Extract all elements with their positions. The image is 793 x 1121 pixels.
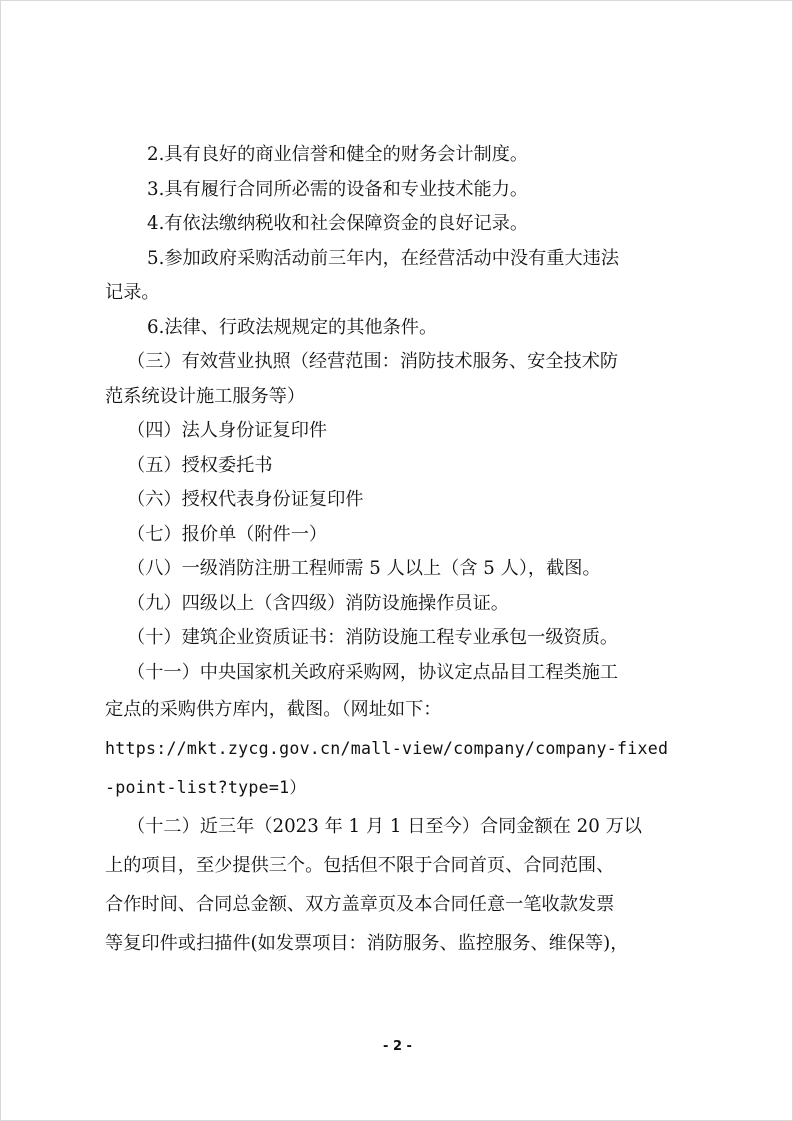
item-9-operator-certificate: （九）四级以上（含四级）消防设施操作员证。 bbox=[127, 592, 509, 614]
item-11-continued: 定点的采购供方库内，截图。（网址如下： bbox=[105, 699, 442, 720]
procurement-url[interactable]: https://mkt.zycg.gov.cn/mall-view/company/company-fixed bbox=[105, 739, 669, 758]
requirement-2: 2.具有良好的商业信誉和健全的财务会计制度。 bbox=[147, 144, 529, 165]
item-4-legal-rep-id: （四）法人身份证复印件 bbox=[127, 420, 328, 441]
item-12-contracts: （十二）近三年（2023 年 1 月 1 日至今）合同金额在 20 万以 bbox=[127, 816, 642, 837]
page-number: - 2 - bbox=[383, 1039, 412, 1054]
document-body bbox=[105, 138, 697, 963]
requirement-3: 3.具有履行合同所必需的设备和专业技术能力。 bbox=[147, 178, 529, 200]
item-3-continued: 范系统设计施工服务等） bbox=[105, 385, 306, 407]
item-8-fire-engineers: （八）一级消防注册工程师需 5 人以上（含 5 人），截图。 bbox=[127, 558, 601, 579]
item-3-business-license: （三）有效营业执照（经营范围：消防技术服务、安全技术防 bbox=[127, 351, 619, 372]
item-12-continued-1: 上的项目，至少提供三个。包括但不限于合同首页、合同范围、 bbox=[105, 855, 615, 876]
item-5-authorization-letter: （五）授权委托书 bbox=[127, 454, 273, 476]
item-7-quotation: （七）报价单（附件一） bbox=[127, 523, 328, 545]
requirement-5: 5.参加政府采购活动前三年内，在经营活动中没有重大违法 bbox=[147, 247, 620, 269]
requirement-6: 6.法律、行政法规规定的其他条件。 bbox=[147, 316, 438, 338]
requirement-4: 4.有依法缴纳税收和社会保障资金的良好记录。 bbox=[147, 213, 529, 234]
item-12-continued-2: 合作时间、合同总金额、双方盖章页及本合同任意一笔收款发票 bbox=[105, 894, 615, 915]
item-10-qualification: （十）建筑企业资质证书：消防设施工程专业承包一级资质。 bbox=[127, 627, 619, 648]
item-6-authorized-rep-id: （六）授权代表身份证复印件 bbox=[127, 489, 364, 510]
procurement-url-continued[interactable]: -point-list?type=1） bbox=[105, 778, 307, 797]
item-12-continued-3: 等复印件或扫描件(如发票项目：消防服务、监控服务、维保等)， bbox=[105, 933, 629, 954]
requirement-5-continued: 记录。 bbox=[105, 282, 160, 303]
item-11-procurement-site: （十一）中央国家机关政府采购网，协议定点品目工程类施工 bbox=[127, 661, 619, 683]
